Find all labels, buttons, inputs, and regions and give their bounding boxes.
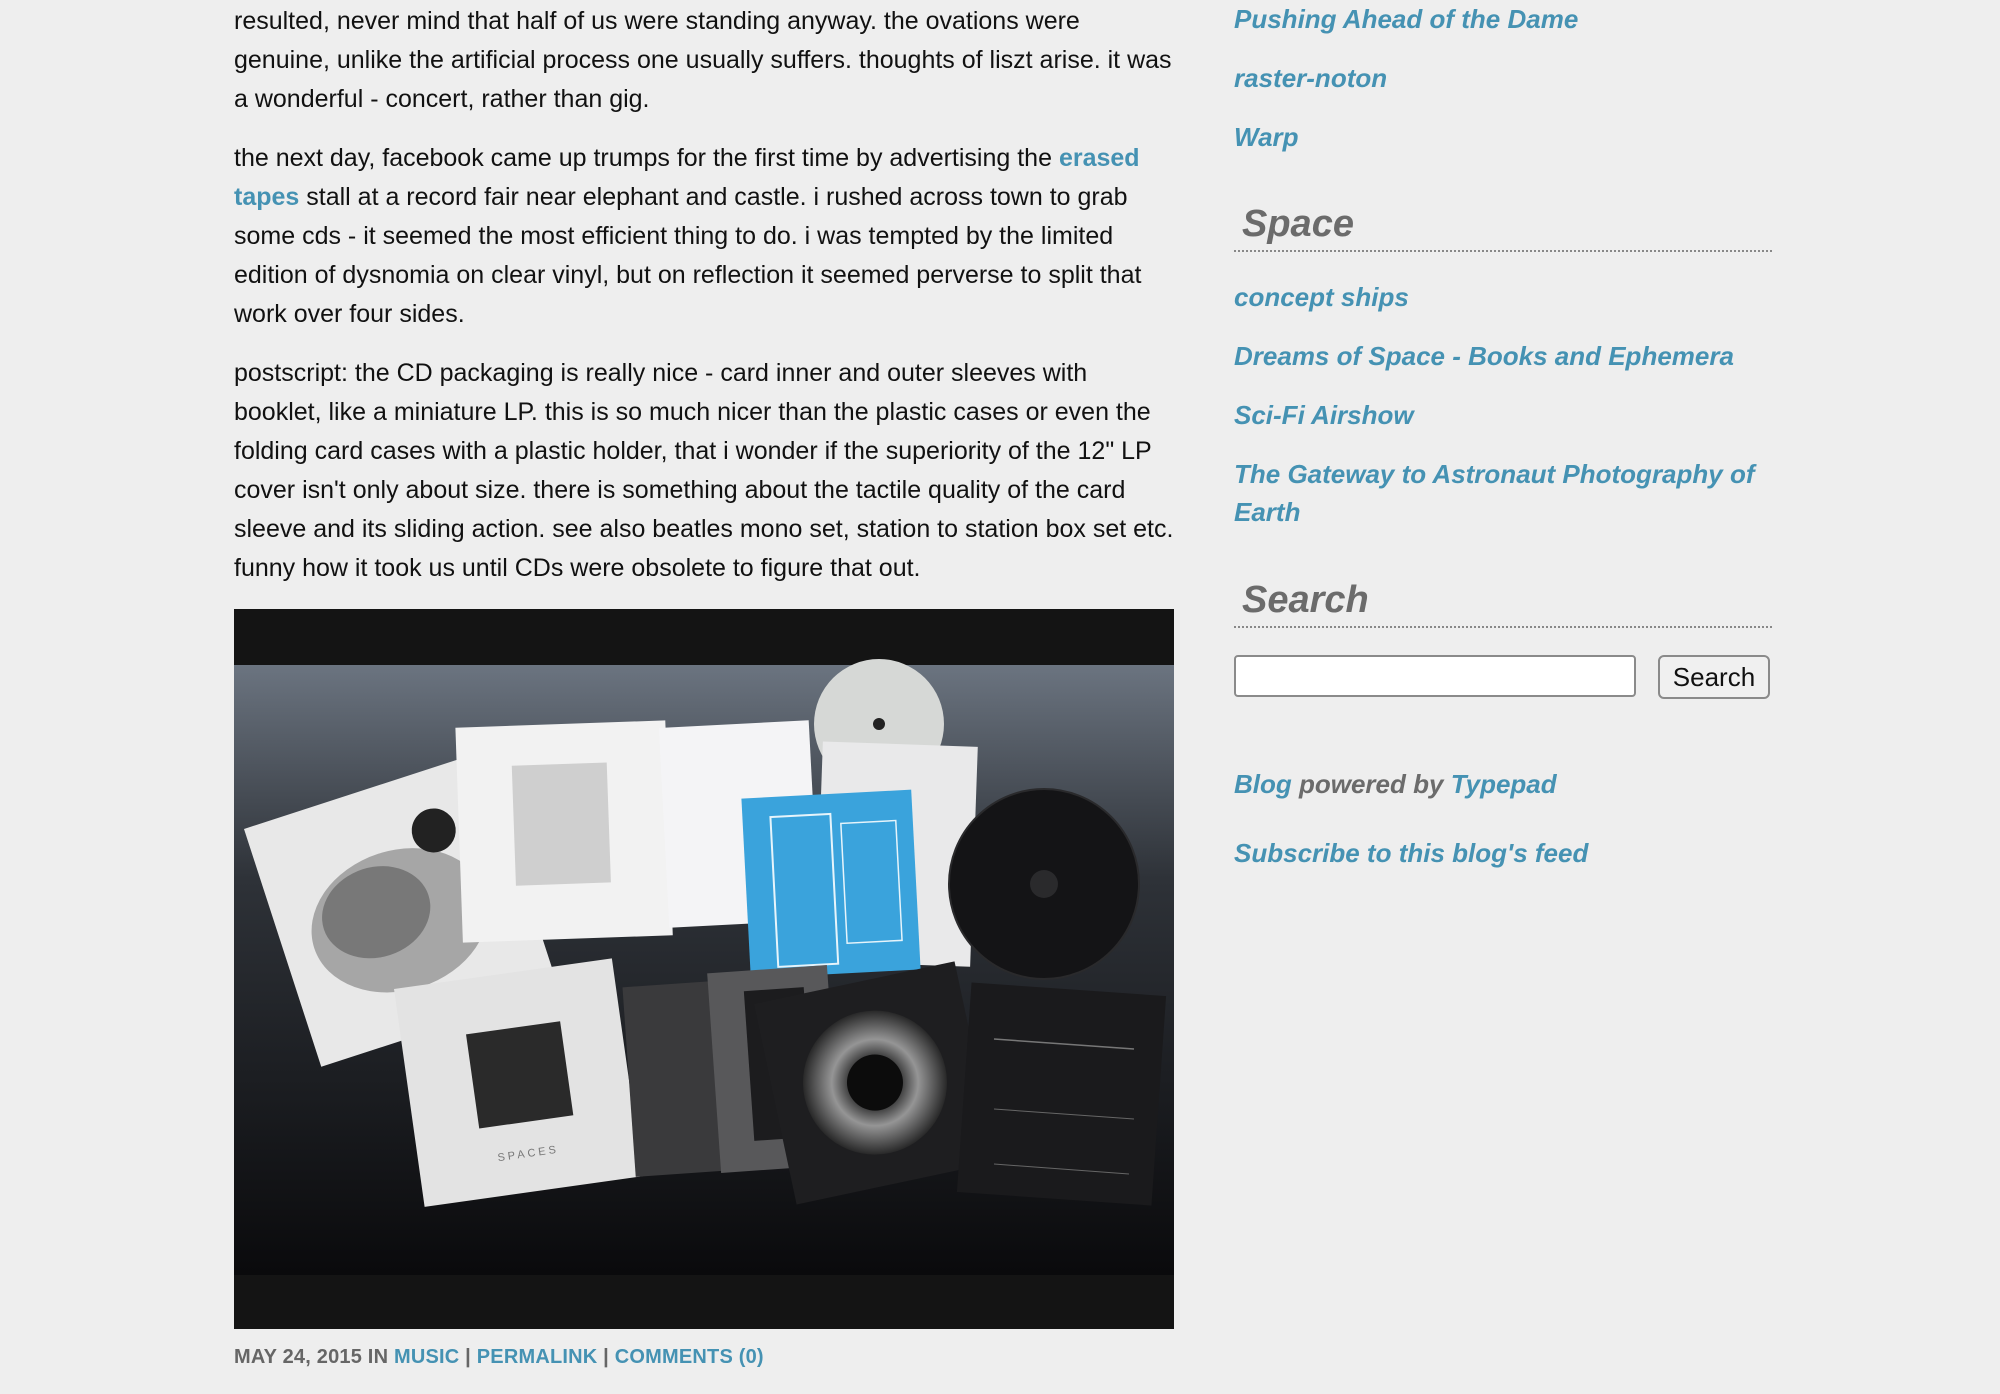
spaces-sleeve-label: SPACES [496,1143,560,1165]
sidebar-link-astronaut-photography[interactable]: The Gateway to Astronaut Photography of Earth [1234,459,1755,527]
comments-link[interactable]: COMMENTS (0) [614,1346,764,1368]
sidebar-link-sci-fi-airshow[interactable]: Sci-Fi Airshow [1234,400,1414,430]
separator: | [597,1346,615,1368]
powered-by [1234,769,1557,800]
powered-by-text: powered by [1291,769,1451,799]
cd-packaging-photo [234,609,1174,1329]
space-heading: Space [1234,203,1772,252]
sidebar-link-warp[interactable]: Warp [1234,122,1299,152]
sidebar-link-pushing-ahead[interactable]: Pushing Ahead of the Dame [1234,4,1579,34]
post-paragraph-2-start: the next day, facebook came up trumps for the first time by advertising the [234,144,1059,172]
post-footer [234,1346,764,1369]
blog-link[interactable]: Blog [1234,769,1292,799]
post-paragraph-2 [234,139,1174,334]
sidebar-link-dreams-of-space[interactable]: Dreams of Space - Books and Ephemera [1234,341,1734,371]
search-button[interactable]: Search [1658,655,1770,699]
typepad-link[interactable]: Typepad [1450,769,1557,799]
search-input[interactable] [1234,655,1636,697]
post-paragraph-2-end: stall at a record fair near elephant and castle. i rushed across town to grab some cds - it seemed the most efficient thing to do. i was tempted by the limited edition of dysnomia on clear vinyl, but on reflection it seemed perverse to split that work over four sides. [234,183,1142,328]
post-paragraph-1: resulted, never mind that half of us were standing anyway. the ovations were genuine, unlike the artificial process one usually suffers. thoughts of liszt arise. it was a wonderful - concert, rather than gig. [234,7,1172,113]
category-link[interactable]: MUSIC [393,1346,460,1368]
sidebar-link-concept-ships[interactable]: concept ships [1234,282,1409,312]
search-heading: Search [1234,579,1772,628]
post-paragraph-3: postscript: the CD packaging is really nice - card inner and outer sleeves with booklet, like a miniature LP. this is so much nicer than the plastic cases or even the folding card cases with a plastic holder, that i wonder if the superiority of the 12" LP cover isn't only about size. there is something about the tactile quality of the card sleeve and its sliding action. see also beatles mono set, station to station box set etc. funny how it took us until CDs were obsolete to figure that out. [234,359,1174,582]
separator: | [459,1346,477,1368]
permalink-link[interactable]: PERMALINK [476,1346,598,1368]
post-body [234,0,1174,608]
post-date: MAY 24, 2015 IN [234,1346,394,1368]
subscribe-feed-link[interactable]: Subscribe to this blog's feed [1234,838,1589,868]
post-photo [234,609,1174,1329]
sidebar-link-raster-noton[interactable]: raster-noton [1234,63,1388,93]
erased-tapes-link[interactable]: erased tapes [234,144,1140,211]
